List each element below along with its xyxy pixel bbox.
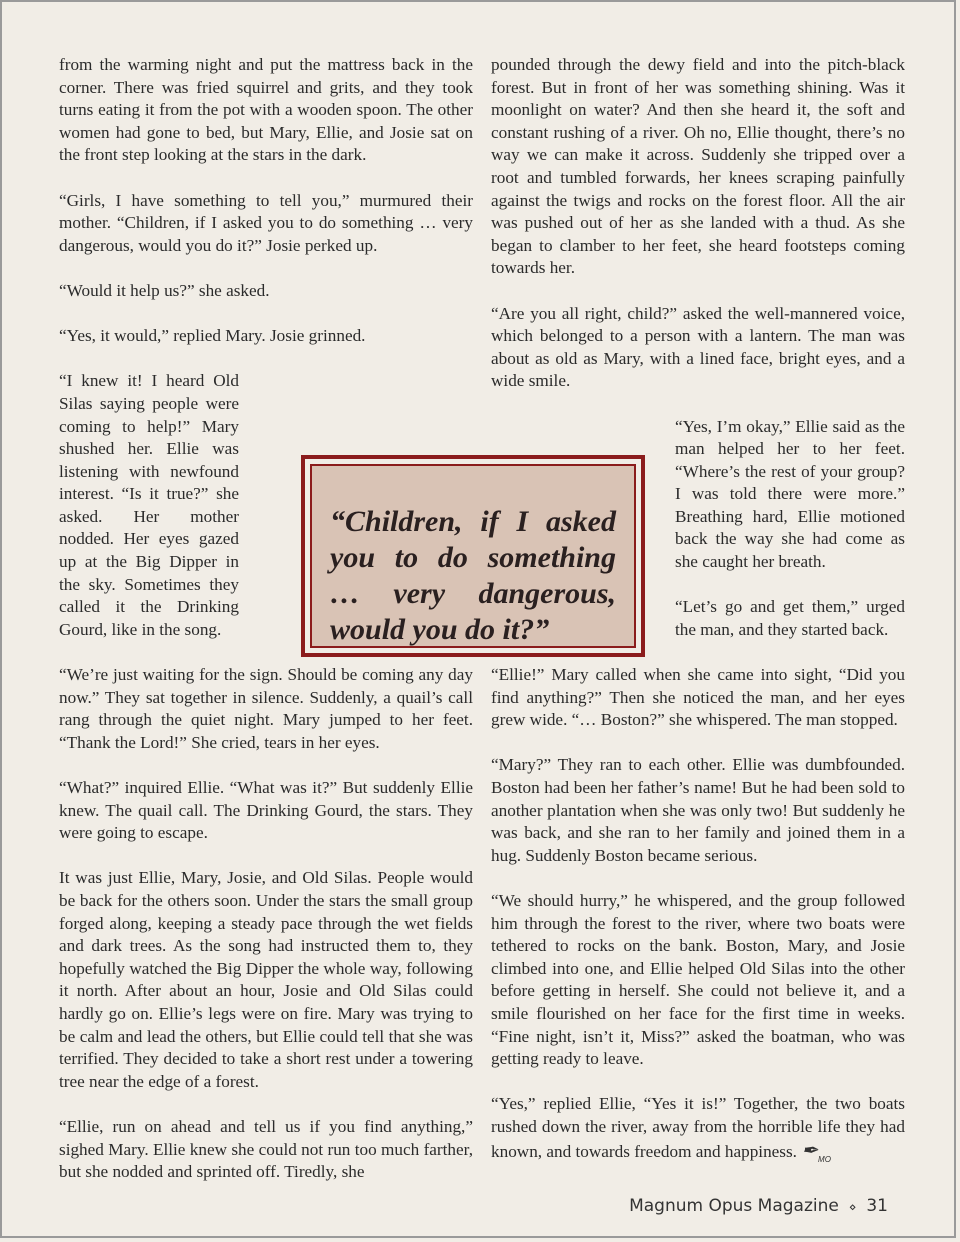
- page-footer: [629, 1196, 888, 1216]
- pull-quote-text: “Children, if I asked you to do something … very dangerous, would you do it?”: [310, 464, 636, 648]
- paragraph: “What?” inquired Ellie. “What was it?” But suddenly Ellie knew. The quail call. The Drinking Gourd, the stars. They were going to escape.: [59, 778, 473, 843]
- paragraph: It was just Ellie, Mary, Josie, and Old Silas. People would be back for the others soon. Under the stars the small group forged along, keeping a steady pace through the wet fields and dark trees. As the song had instructed them to, they hopefully watched the Big Dipper the whole way, following it north. After about an hour, Josie and Old Silas could hardly go on. Ellie’s legs were on fire. Mary was trying to be calm and lead the others, but Ellie could tell that she was terrified. They decided to take a short rest under a towering tree near the edge of a forest.: [59, 868, 473, 1091]
- pull-quote-box: [301, 455, 645, 657]
- magazine-name: Magnum Opus Magazine: [629, 1196, 839, 1216]
- paragraph: “Are you all right, child?” asked the well-mannered voice, which belonged to a person with a lantern. The man was about as old as Mary, with a lined face, bright eyes, and a wide smile.: [491, 303, 905, 391]
- quill-signature-icon: $✒_{MO}$: [801, 1137, 831, 1164]
- paragraph: “Let’s go and get them,” urged the man, and they started back.: [675, 597, 905, 639]
- paragraph: “I knew it! I heard Old Silas saying people were coming to help!” Mary shushed her. Ellie was listening with newfound interest. “Is it true?” she asked. Her mother nodded. Her eyes gazed up at the Big Dipper in the sky. Sometimes they called it the Drinking Gourd, like in the song.: [59, 371, 239, 639]
- paragraph: “Yes, it would,” replied Mary. Josie grinned.: [59, 326, 366, 346]
- paragraph: “Girls, I have something to tell you,” murmured their mother. “Children, if I asked you to do something … very dangerous, would you do it?” Josie perked up.: [59, 190, 473, 255]
- paragraph: pounded through the dewy field and into the pitch-black forest. But in front of her was something shining. Was it moonlight on water? And then she heard it, the soft and constant rushing of a river. Oh no, Ellie thought, there’s no way we can make it across. Suddenly she tripped over a root and tumbled forwards, her knees scraping painfully against the twigs and rocks on the forest floor. All the air was pushed out of her as she landed with a thud. As she began to clamber to her feet, she heard footsteps coming towards her.: [491, 55, 905, 278]
- signature-initials: MO: [818, 1154, 831, 1164]
- paragraph: “We’re just waiting for the sign. Should be coming any day now.” They sat together in silence. Suddenly, a quail’s call rang through the quiet night. Mary jumped to her feet. “Thank the Lord!” She cried, tears in her eyes.: [59, 665, 473, 752]
- paragraph: from the warming night and put the mattress back in the corner. There was fried squirrel and grits, and they took turns eating it from the pot with a wooden spoon. The other women had gone to bed, but Mary, Ellie, and Josie sat on the front step looking at the stars in the dark.: [59, 55, 473, 165]
- paragraph: “Ellie!” Mary called when she came into sight, “Did you find anything?” Then she noticed the man, and her eyes grew wide. “… Boston?” she whispered. The man stopped.: [491, 665, 905, 730]
- final-paragraph: [491, 1093, 905, 1171]
- paragraph: “Would it help us?” she asked.: [59, 280, 270, 300]
- diamond-separator-icon: ⋄: [848, 1200, 857, 1214]
- paragraph: “Yes, I’m okay,” Ellie said as the man helped her to her feet. “Where’s the rest of your group? I was told there were more.” Breathing hard, Ellie motioned back the way she had come as she caught her breath.: [675, 416, 905, 572]
- page-number: 31: [866, 1196, 888, 1216]
- paragraph: “We should hurry,” he whispered, and the group followed him through the forest to the river, where two boats were tethered to rocks on the bank. Boston, Mary, and Josie climbed into one, and Ellie helped Old Silas into the other before getting in herself. She could not believe it, and a smile flourished on her face for the first time in weeks. “Fine night, isn’t it, Miss?” asked the boatman, who was getting ready to leave.: [491, 890, 905, 1069]
- paragraph-text: “Yes,” replied Ellie, “Yes it is!” Together, the two boats rushed down the river, away from the horrible life they had known, and towards freedom and happiness.: [491, 1094, 905, 1161]
- paragraph: “Mary?” They ran to each other. Ellie was dumbfounded. Boston had been her father’s name! But he had been sold to another plantation when she was only two! But suddenly he was back, and she ran to her family and joined them in a hug. Suddenly Boston became serious.: [491, 755, 905, 865]
- paragraph: “Ellie, run on ahead and tell us if you find anything,” sighed Mary. Ellie knew she could not run too much farther, but she nodded and sprinted off. Tiredly, she: [59, 1116, 473, 1182]
